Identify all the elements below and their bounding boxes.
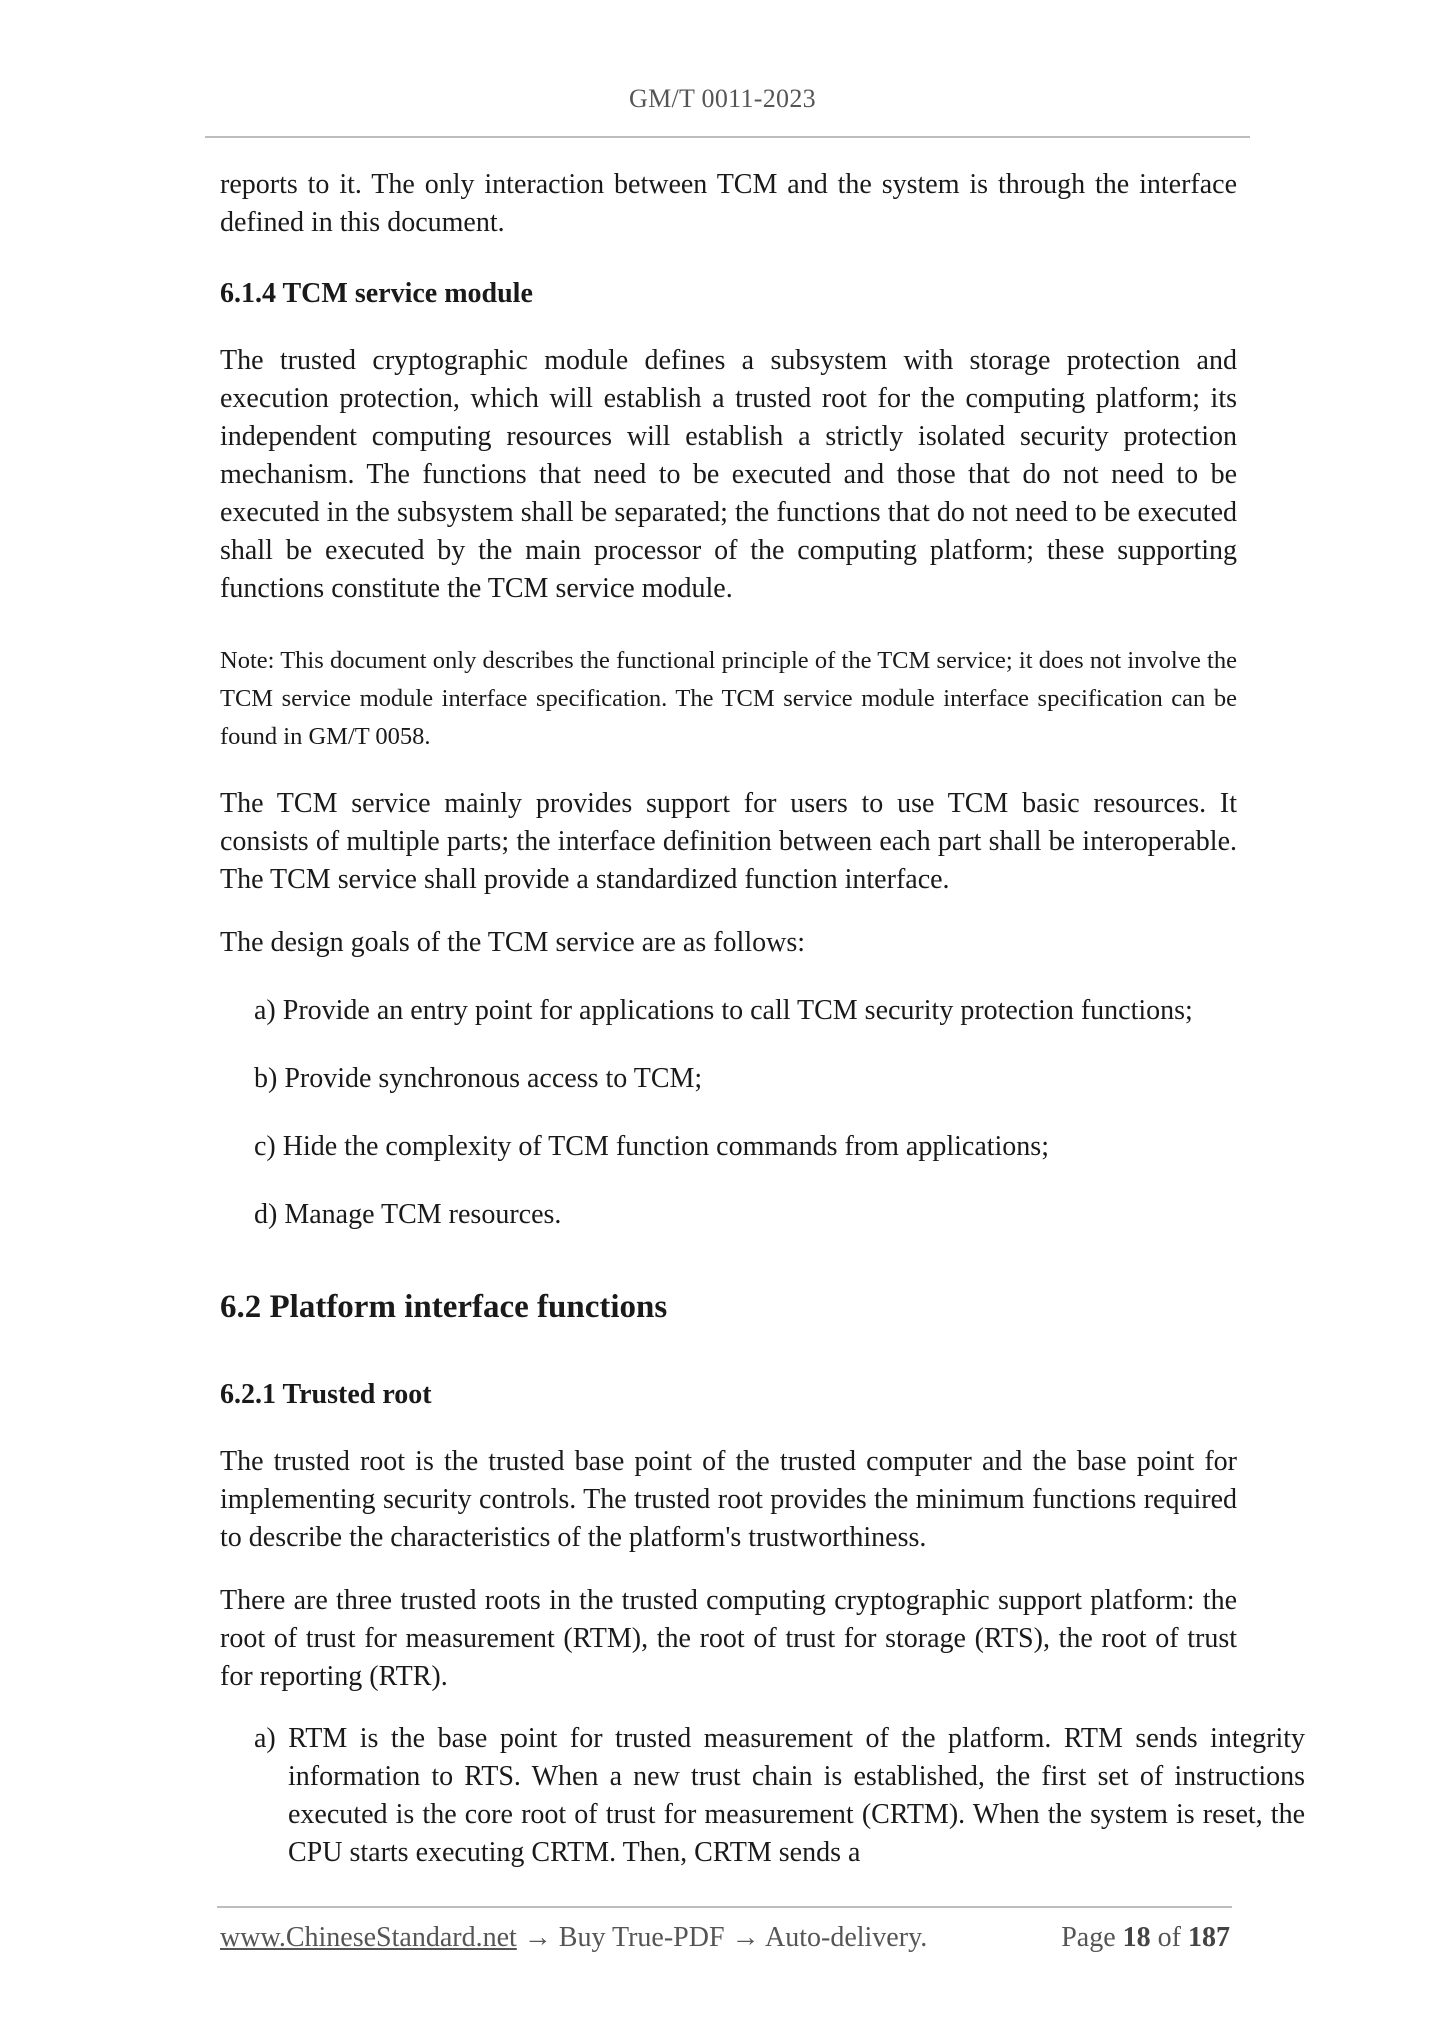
current-page-number: 18 xyxy=(1122,1922,1151,1953)
list-item-goal-d: d) Manage TCM resources. xyxy=(254,1199,562,1230)
page-footer xyxy=(220,1922,1230,1962)
paragraph-intro: reports to it. The only interaction between TCM and the system is through the interface defined in this document. xyxy=(220,169,1237,238)
of-label: of xyxy=(1157,1922,1181,1953)
paragraph-three-roots: There are three trusted roots in the trusted computing cryptographic support platform: the root of trust for measurement (RTM), the root of trust for storage (RTS), the root of trust for reporting (RTR). xyxy=(220,1585,1237,1692)
document-code-header: GM/T 0011-2023 xyxy=(629,84,816,113)
paragraph-service: The TCM service mainly provides support for users to use TCM basic resources. It consists of multiple parts; the interface definition between each part shall be interoperable. The TCM service shall provide a standardized function interface. xyxy=(220,788,1237,895)
buy-true-pdf-text: Buy True-PDF xyxy=(558,1922,725,1953)
arrow-right-icon: → xyxy=(731,1922,760,1953)
paragraph-goals: The design goals of the TCM service are as follows: xyxy=(220,927,806,958)
list-item-rtm: a) RTM is the base point for trusted measurement of the platform. RTM sends integrity information to RTS. When a new trust chain is established, the first set of instructions executed is the core root of trust for measurement (CRTM). When the system is reset, the CPU starts executing CRTM. Then, CRTM sends a xyxy=(254,1723,1305,1868)
list-item-goal-a: a) Provide an entry point for applications to call TCM security protection functions; xyxy=(254,995,1193,1026)
footer-promo xyxy=(220,1922,927,1954)
auto-delivery-text: Auto-delivery. xyxy=(765,1922,928,1953)
paragraph-trusted-root: The trusted root is the trusted base point of the trusted computer and the base point for implementing security controls. The trusted root provides the minimum functions required to describe the characteristics of the platform's trustworthiness. xyxy=(220,1446,1237,1553)
total-pages-number: 187 xyxy=(1188,1922,1230,1953)
paragraph-module: The trusted cryptographic module defines a subsystem with storage protection and execution protection, which will establish a trusted root for the computing platform; its independent computing resources will establish a strictly isolated security protection mechanism. The functions that need to be executed and those that do not need to be executed in the subsystem shall be separated; the functions that do not need to be executed shall be executed by the main processor of the computing platform; these supporting functions constitute the TCM service module. xyxy=(220,345,1237,604)
section-heading-6-2: 6.2 Platform interface functions xyxy=(220,1289,668,1325)
website-link[interactable]: www.ChineseStandard.net xyxy=(220,1922,517,1953)
header-divider xyxy=(205,136,1250,138)
section-heading-6-1-4: 6.1.4 TCM service module xyxy=(220,278,533,309)
list-item-goal-b: b) Provide synchronous access to TCM; xyxy=(254,1063,703,1094)
section-heading-6-2-1: 6.2.1 Trusted root xyxy=(220,1379,432,1410)
note-paragraph: Note: This document only describes the functional principle of the TCM service; it does not involve the TCM service module interface specification. The TCM service module interface specification can be found in GM/T 0058. xyxy=(220,647,1237,750)
page-indicator xyxy=(1061,1922,1230,1954)
list-item-goal-c: c) Hide the complexity of TCM function commands from applications; xyxy=(254,1131,1049,1162)
footer-divider xyxy=(217,1906,1232,1908)
arrow-right-icon: → xyxy=(523,1922,552,1953)
page-label: Page xyxy=(1061,1922,1116,1953)
